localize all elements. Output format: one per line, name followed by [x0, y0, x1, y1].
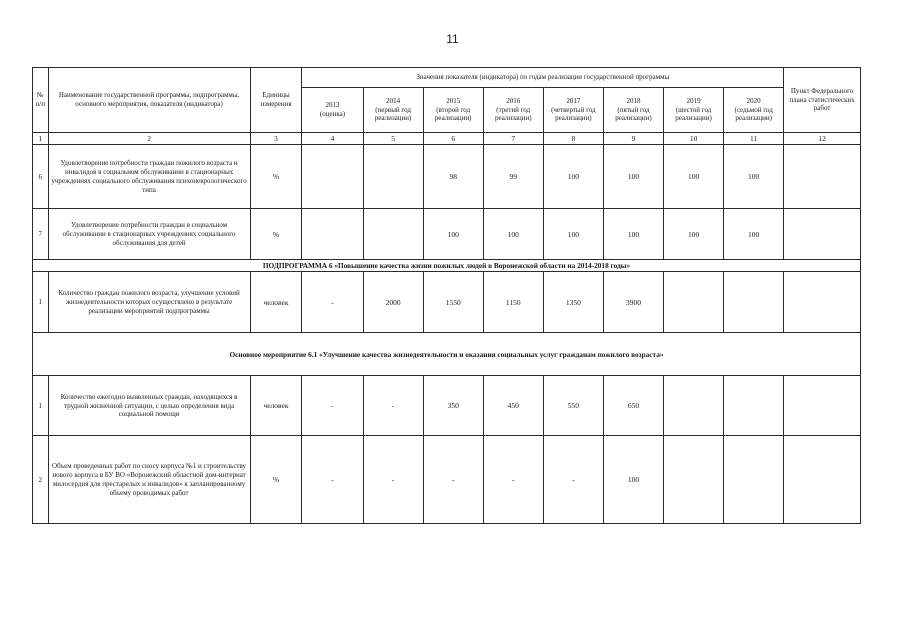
- table-row: [33, 272, 861, 333]
- header-name: Наименование государственной программы, подпрограммы, основного мероприятия, показателя (индикатора): [48, 68, 250, 133]
- column-number: 5: [363, 133, 423, 145]
- subprogram-title: ПОДПРОГРАММА 6 «Повышение качества жизни пожилых людей в Воронежской области на 2014-2018 годы»: [33, 260, 861, 272]
- header-row: [33, 68, 861, 88]
- row-number: 1: [33, 272, 49, 333]
- value-cell: 100: [664, 209, 724, 260]
- federal-plan-cell: [784, 272, 861, 333]
- value-cell: -: [302, 376, 363, 436]
- unit-cell: человек: [250, 376, 302, 436]
- header-unit: Единицы измерения: [250, 68, 302, 133]
- table-row: [33, 209, 861, 260]
- value-cell: -: [363, 436, 423, 524]
- table-row: [33, 145, 861, 209]
- value-cell: [724, 376, 784, 436]
- unit-cell: %: [250, 209, 302, 260]
- column-number: 7: [483, 133, 543, 145]
- header-year-2019: 2019 (шестой год реализации): [664, 88, 724, 133]
- header-year-2014: 2014 (первый год реализации): [363, 88, 423, 133]
- value-cell: 100: [603, 436, 663, 524]
- value-cell: [664, 376, 724, 436]
- value-cell: -: [363, 376, 423, 436]
- value-cell: 100: [603, 209, 663, 260]
- column-number: 10: [664, 133, 724, 145]
- value-cell: -: [302, 272, 363, 333]
- value-cell: [302, 209, 363, 260]
- column-number: 2: [48, 133, 250, 145]
- value-cell: 100: [543, 145, 603, 209]
- column-number: 8: [543, 133, 603, 145]
- value-cell: 1350: [543, 272, 603, 333]
- column-number: 1: [33, 133, 49, 145]
- value-cell: 100: [543, 209, 603, 260]
- row-number: 7: [33, 209, 49, 260]
- column-number: 11: [724, 133, 784, 145]
- unit-cell: %: [250, 145, 302, 209]
- header-year-2015: 2015 (второй год реализации): [423, 88, 483, 133]
- value-cell: [302, 145, 363, 209]
- value-cell: 1550: [423, 272, 483, 333]
- section-row: [33, 260, 861, 272]
- header-year-2017: 2017 (четвертый год реализации): [543, 88, 603, 133]
- value-cell: 98: [423, 145, 483, 209]
- value-cell: 100: [664, 145, 724, 209]
- row-number: 6: [33, 145, 49, 209]
- indicator-name: Объем проведенных работ по сносу корпуса №1 и строительству нового корпуса в БУ ВО «Воронежский областной дом-интернат милосердия для престарелых и инвалидов» к запланированному объему проводимых работ: [48, 436, 250, 524]
- header-year-2013: 2013 (оценка): [302, 88, 363, 133]
- measure-title: Основное мероприятие 6.1 «Улучшение качества жизнедеятельности и оказания социальных услуг гражданам пожилого возраста»: [33, 333, 861, 376]
- header-num: № п/п: [33, 68, 49, 133]
- value-cell: 100: [724, 145, 784, 209]
- value-cell: [664, 436, 724, 524]
- header-year-2016: 2016 (третий год реализации): [483, 88, 543, 133]
- value-cell: -: [543, 436, 603, 524]
- value-cell: 100: [724, 209, 784, 260]
- federal-plan-cell: [784, 376, 861, 436]
- value-cell: [363, 209, 423, 260]
- row-number: 2: [33, 436, 49, 524]
- indicator-name: Удовлетворение потребности граждан в социальном обслуживании в стационарных учреждениях социального обслуживания для детей: [48, 209, 250, 260]
- column-numbers-row: [33, 133, 861, 145]
- value-cell: 100: [423, 209, 483, 260]
- value-cell: -: [483, 436, 543, 524]
- value-cell: 2000: [363, 272, 423, 333]
- federal-plan-cell: [784, 436, 861, 524]
- unit-cell: %: [250, 436, 302, 524]
- value-cell: 99: [483, 145, 543, 209]
- header-year-2018: 2018 (пятый год реализации): [603, 88, 663, 133]
- table-row: [33, 376, 861, 436]
- value-cell: 100: [483, 209, 543, 260]
- header-values-title: Значения показателя (индикатора) по годам реализации государственной программы: [302, 68, 784, 88]
- unit-cell: человек: [250, 272, 302, 333]
- value-cell: 450: [483, 376, 543, 436]
- value-cell: -: [423, 436, 483, 524]
- value-cell: 650: [603, 376, 663, 436]
- value-cell: [724, 436, 784, 524]
- value-cell: [724, 272, 784, 333]
- row-number: 1: [33, 376, 49, 436]
- column-number: 12: [784, 133, 861, 145]
- value-cell: 1150: [483, 272, 543, 333]
- value-cell: 350: [423, 376, 483, 436]
- value-cell: 3900: [603, 272, 663, 333]
- page-number: 11: [446, 32, 459, 46]
- federal-plan-cell: [784, 145, 861, 209]
- value-cell: 550: [543, 376, 603, 436]
- indicator-table: [32, 67, 861, 524]
- value-cell: [363, 145, 423, 209]
- column-number: 9: [603, 133, 663, 145]
- indicator-name: Удовлетворение потребности граждан пожилого возраста и инвалидов в социальном обслуживании в стационарных учреждениях социального обслуживания психоневрологического типа: [48, 145, 250, 209]
- federal-plan-cell: [784, 209, 861, 260]
- header-federal: Пункт Федерального плана статистических работ: [784, 68, 861, 133]
- header-year-2020: 2020 (седьмой год реализации): [724, 88, 784, 133]
- value-cell: 100: [603, 145, 663, 209]
- value-cell: [664, 272, 724, 333]
- indicator-name: Количество граждан пожилого возраста, улучшение условий жизнедеятельности которых осуществлено в результате реализации мероприятий подпрограммы: [48, 272, 250, 333]
- table-row: [33, 436, 861, 524]
- column-number: 4: [302, 133, 363, 145]
- column-number: 6: [423, 133, 483, 145]
- indicator-name: Количество ежегодно выявленных граждан, находящихся в трудной жизненной ситуации, с целью определения вида социальной помощи: [48, 376, 250, 436]
- section-row: [33, 333, 861, 376]
- column-number: 3: [250, 133, 302, 145]
- value-cell: -: [302, 436, 363, 524]
